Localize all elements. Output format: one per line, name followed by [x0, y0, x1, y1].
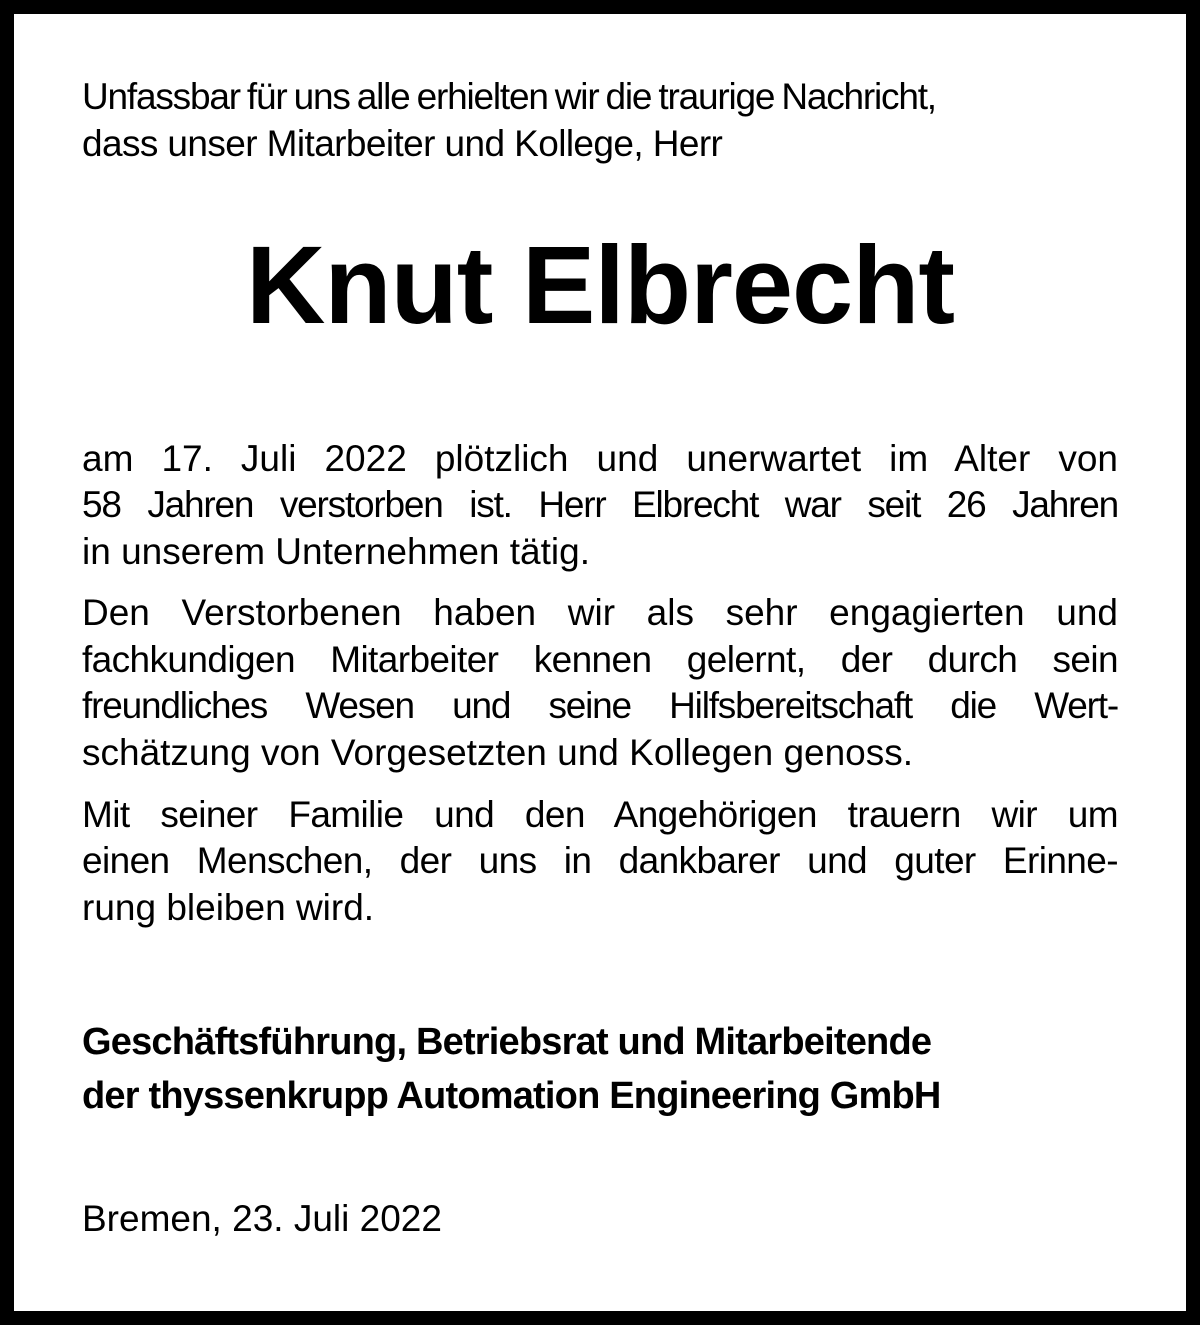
paragraph-1-line-1: am 17. Juli 2022 plötzlich und unerwartet im Alter von: [82, 438, 1118, 479]
signature-line-2: der thyssenkrupp Automation Engineering GmbH: [82, 1075, 941, 1117]
paragraph-3-line-1: Mit seiner Familie und den Angehörigen trauern wir um: [82, 794, 1118, 835]
deceased-name: Knut Elbrecht: [245, 224, 955, 347]
paragraph-3-line-2: einen Menschen, der uns in dankbarer und guter Erinne-: [82, 840, 1118, 881]
paragraph-2-line-3: freundliches Wesen und seine Hilfsbereitschaft die Wert-: [82, 685, 1118, 726]
signature-line-1: Geschäftsführung, Betriebsrat und Mitarbeitende: [82, 1021, 932, 1063]
intro-line-2: dass unser Mitarbeiter und Kollege, Herr: [82, 123, 723, 164]
place-date: Bremen, 23. Juli 2022: [82, 1198, 442, 1239]
paragraph-3-line-3: rung bleiben wird.: [82, 887, 375, 928]
paragraph-1-line-2: 58 Jahren verstorben ist. Herr Elbrecht war seit 26 Jahren: [82, 484, 1118, 525]
paragraph-2-line-4: schätzung von Vorgesetzten und Kollegen genoss.: [82, 732, 914, 773]
paragraph-2-line-1: Den Verstorbenen haben wir als sehr engagierten und: [82, 592, 1118, 633]
intro-line-1: Unfassbar für uns alle erhielten wir die traurige Nachricht,: [82, 76, 936, 117]
paragraph-2-line-2: fachkundigen Mitarbeiter kennen gelernt, der durch sein: [82, 639, 1118, 680]
paragraph-1-line-3: in unserem Unternehmen tätig.: [82, 531, 590, 572]
